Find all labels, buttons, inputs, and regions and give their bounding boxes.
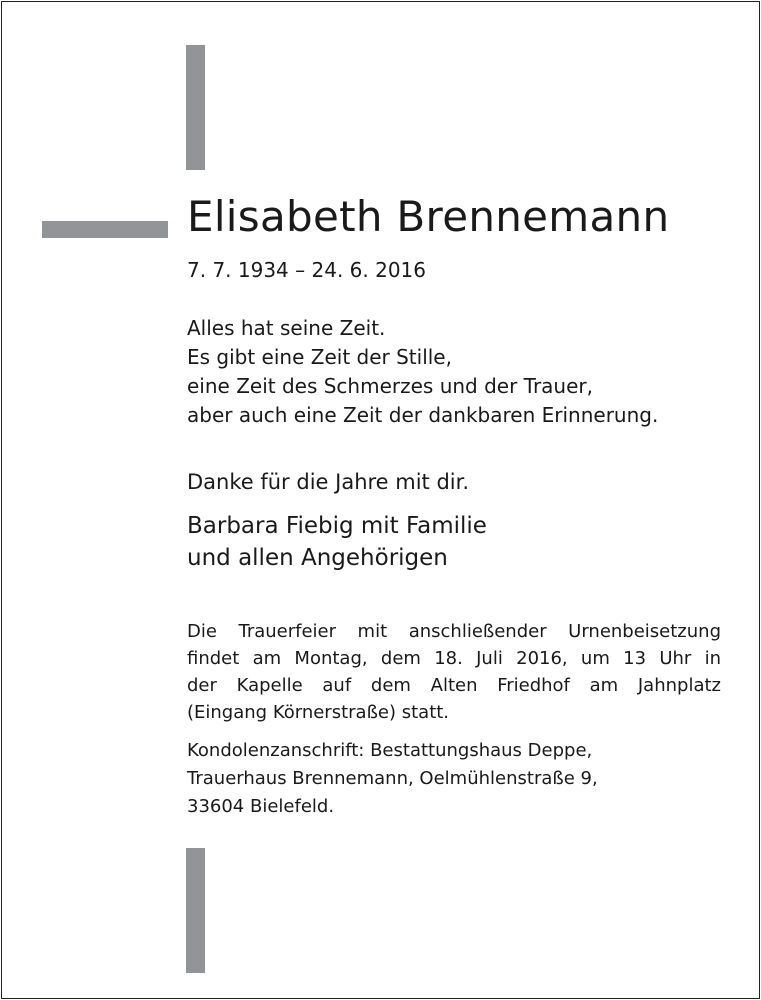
condolence-line: 33604 Bielefeld. [187,796,335,817]
cross-left-bar [42,221,168,238]
poem-line: Es gibt eine Zeit der Stille, [187,345,452,369]
condolence-address [187,737,598,821]
cross-top-bar [186,45,205,170]
condolence-line: Kondolenzanschrift: Bestattungshaus Deppe, [187,740,593,761]
mourners-line: und allen Angehörigen [187,545,448,571]
funeral-details-line: Die Trauerfeier mit anschließender Urnenbeisetzung [187,621,721,642]
funeral-details-line: der Kapelle auf dem Alten Friedhof am Jahnplatz [187,675,721,696]
poem-line: aber auch eine Zeit der dankbaren Erinnerung. [187,403,659,427]
funeral-details [187,618,721,726]
poem-line: Alles hat seine Zeit. [187,316,386,340]
cross-bottom-bar [186,848,205,973]
funeral-details-line: findet am Montag, dem 18. Juli 2016, um 13 Uhr in [187,648,721,669]
poem-line: eine Zeit des Schmerzes und der Trauer, [187,374,593,398]
deceased-name: Elisabeth Brennemann [187,192,670,241]
poem [187,314,658,430]
notice-border [1,1,760,999]
life-dates: 7. 7. 1934 – 24. 6. 2016 [187,258,426,282]
funeral-details-line: (Eingang Körnerstraße) statt. [187,702,450,723]
mourners [187,510,487,574]
thanks-line: Danke für die Jahre mit dir. [187,470,470,494]
condolence-line: Trauerhaus Brennemann, Oelmühlenstraße 9, [187,768,598,789]
mourners-line: Barbara Fiebig mit Familie [187,513,487,539]
